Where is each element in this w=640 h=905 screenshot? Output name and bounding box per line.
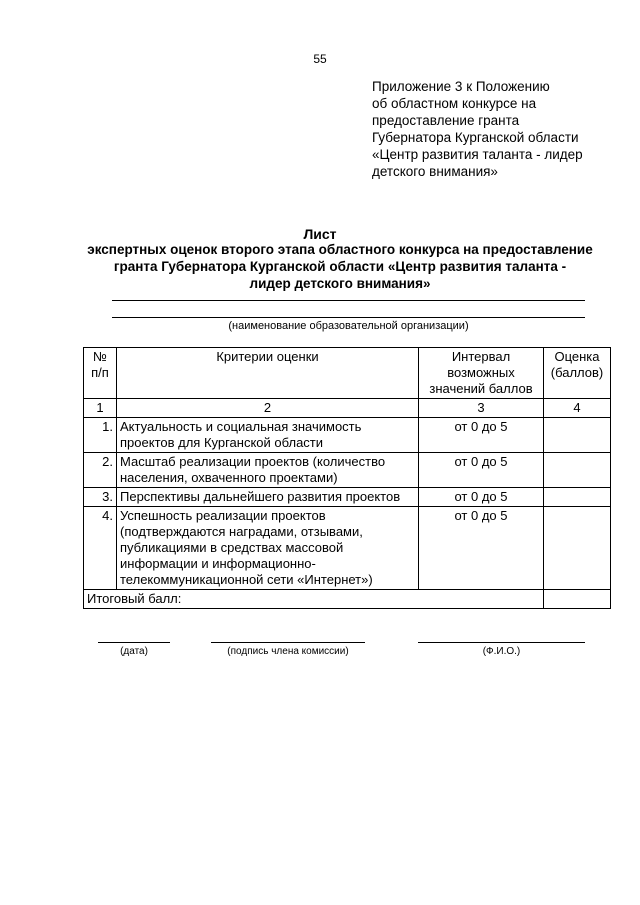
column-number: 1 xyxy=(84,399,117,418)
row-score-cell[interactable] xyxy=(544,488,611,507)
organization-caption: (наименование образовательной организации) xyxy=(228,320,469,332)
total-label: Итоговый балл: xyxy=(84,590,544,609)
row-interval: от 0 до 5 xyxy=(419,418,544,453)
row-criteria: Перспективы дальнейшего развития проектов xyxy=(117,488,419,507)
subtitle-line: экспертных оценок второго этапа областного конкурса на предоставление xyxy=(87,242,593,257)
appendix-line: предоставление гранта xyxy=(372,113,520,128)
header-criteria: Критерии оценки xyxy=(117,348,419,399)
subtitle-line: лидер детского внимания» xyxy=(249,276,431,291)
row-score-cell[interactable] xyxy=(544,453,611,488)
appendix-line: «Центр развития таланта - лидер xyxy=(372,147,583,162)
row-criteria: Успешность реализации проектов (подтверждаются наградами, отзывами, публикациями в средствах массовой информации и информационно- телекоммуникационной сети «Интернет») xyxy=(117,507,419,590)
appendix-line: Губернатора Курганской области xyxy=(372,130,579,145)
row-number: 3. xyxy=(84,488,117,507)
header-number: № п/п xyxy=(84,348,117,399)
appendix-note xyxy=(372,78,622,180)
organization-name-line xyxy=(112,300,585,301)
row-criteria: Масштаб реализации проектов (количество населения, охваченного проектами) xyxy=(117,453,419,488)
subtitle-line: гранта Губернатора Курганской области «Центр развития таланта - xyxy=(113,259,567,274)
signature-line xyxy=(211,642,365,643)
appendix-line: Приложение 3 к Положению xyxy=(372,79,550,94)
date-line xyxy=(98,642,170,643)
full-name-caption: (Ф.И.О.) xyxy=(482,646,521,657)
document-title: Лист xyxy=(303,226,337,242)
row-interval: от 0 до 5 xyxy=(419,453,544,488)
table-header-row xyxy=(84,348,611,399)
page-number: 55 xyxy=(313,52,327,66)
column-number: 2 xyxy=(117,399,419,418)
evaluation-table xyxy=(83,347,611,609)
date-caption: (дата) xyxy=(120,646,148,657)
table-row xyxy=(84,488,611,507)
appendix-line: об областном конкурсе на xyxy=(372,96,537,111)
full-name-line xyxy=(418,642,585,643)
table-row xyxy=(84,453,611,488)
row-criteria: Актуальность и социальная значимость проектов для Курганской области xyxy=(117,418,419,453)
row-interval: от 0 до 5 xyxy=(419,488,544,507)
signature-caption: (подпись члена комиссии) xyxy=(227,646,349,657)
header-interval: Интервал возможных значений баллов xyxy=(419,348,544,399)
organization-name-line xyxy=(112,317,585,318)
row-interval: от 0 до 5 xyxy=(419,507,544,590)
row-number: 2. xyxy=(84,453,117,488)
column-number: 3 xyxy=(419,399,544,418)
column-number-row xyxy=(84,399,611,418)
row-score-cell[interactable] xyxy=(544,507,611,590)
table-row xyxy=(84,507,611,590)
header-score: Оценка (баллов) xyxy=(544,348,611,399)
table-row xyxy=(84,418,611,453)
row-number: 1. xyxy=(84,418,117,453)
document-subtitle xyxy=(70,241,610,292)
column-number: 4 xyxy=(544,399,611,418)
row-number: 4. xyxy=(84,507,117,590)
total-row xyxy=(84,590,611,609)
appendix-line: детского внимания» xyxy=(372,164,498,179)
total-score-cell[interactable] xyxy=(544,590,611,609)
row-score-cell[interactable] xyxy=(544,418,611,453)
